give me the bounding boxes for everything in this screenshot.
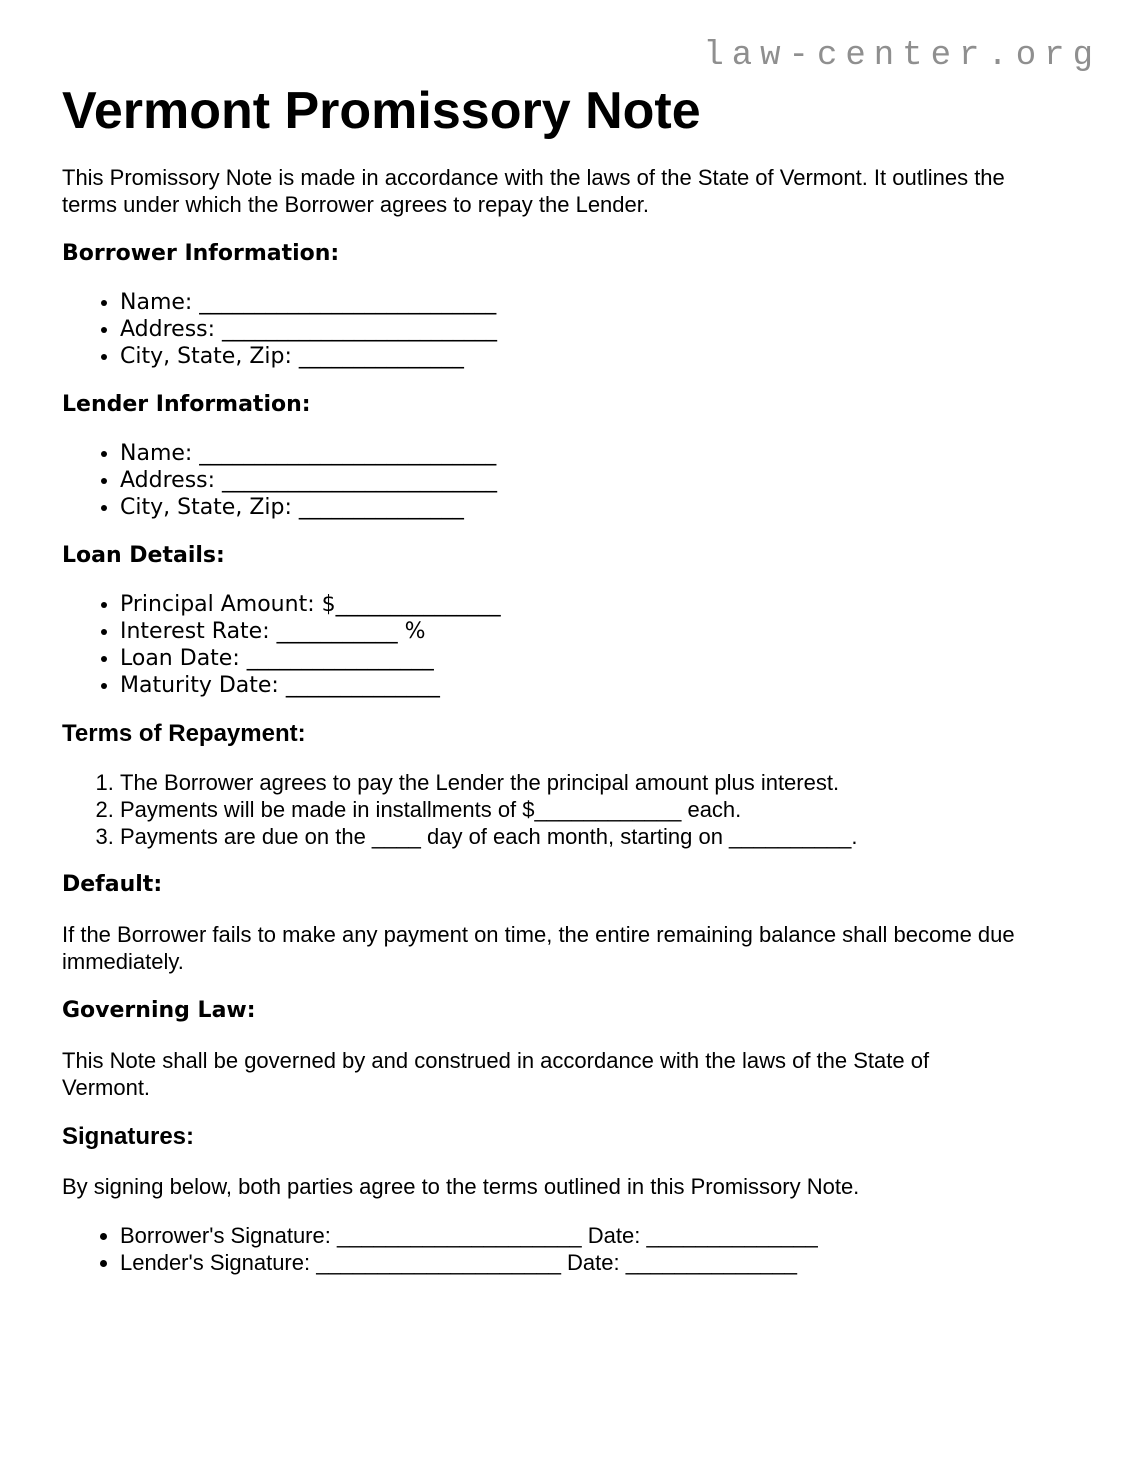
loan-details-list: [62, 591, 1071, 699]
repayment-list: [62, 769, 1071, 850]
list-item: 2. Payments will be made in installments of $____________ each.: [120, 796, 1071, 823]
list-item: • Name: ___________________________: [120, 289, 1071, 316]
list-item: • Maturity Date: ______________: [120, 672, 1071, 699]
signatures-heading: Signatures:: [62, 1123, 195, 1150]
lender-section: [62, 391, 1071, 521]
site-logo: law-center.org: [703, 37, 1101, 75]
signatures-list: [62, 1222, 1071, 1276]
repayment-section: [62, 720, 1071, 850]
borrower-list: [62, 289, 1071, 370]
default-heading: Default:: [62, 872, 163, 897]
governing-law-paragraph: This Note shall be governed by and construed in accordance with the laws of the State of Vermont.: [62, 1048, 930, 1100]
lender-list: [62, 440, 1071, 521]
default-section: [62, 871, 1071, 975]
default-paragraph: If the Borrower fails to make any payment on time, the entire remaining balance shall become due immediately.: [62, 922, 1015, 974]
repayment-heading: Terms of Repayment:: [62, 720, 306, 747]
governing-law-heading: Governing Law:: [62, 998, 256, 1023]
signatures-paragraph: By signing below, both parties agree to the terms outlined in this Promissory Note.: [62, 1174, 860, 1199]
governing-law-section: [62, 997, 1071, 1101]
loan-details-section: [62, 542, 1071, 699]
list-item: • Principal Amount: $_______________: [120, 591, 1071, 618]
list-item: 1. The Borrower agrees to pay the Lender the principal amount plus interest.: [120, 769, 1071, 796]
list-item: • Address: _________________________: [120, 316, 1071, 343]
intro-paragraph: This Promissory Note is made in accordance with the laws of the State of Vermont. It outlines the terms under which the Borrower agrees to repay the Lender.: [62, 165, 1005, 217]
list-item: 3. Payments are due on the ____ day of each month, starting on __________.: [120, 823, 1071, 850]
loan-details-heading: Loan Details:: [62, 543, 225, 568]
borrower-section: [62, 240, 1071, 370]
list-item: • Loan Date: _________________: [120, 645, 1071, 672]
list-item: • Lender's Signature: ____________________ Date: ______________: [120, 1249, 1071, 1276]
lender-heading: Lender Information:: [62, 392, 311, 417]
list-item: • Interest Rate: ___________ %: [120, 618, 1071, 645]
list-item: • City, State, Zip: _______________: [120, 343, 1071, 370]
list-item: • Address: _________________________: [120, 467, 1071, 494]
page-title: Vermont Promissory Note: [62, 82, 701, 140]
signatures-section: [62, 1123, 1071, 1276]
list-item: • City, State, Zip: _______________: [120, 494, 1071, 521]
list-item: • Name: ___________________________: [120, 440, 1071, 467]
borrower-heading: Borrower Information:: [62, 241, 340, 266]
list-item: • Borrower's Signature: ____________________ Date: ______________: [120, 1222, 1071, 1249]
